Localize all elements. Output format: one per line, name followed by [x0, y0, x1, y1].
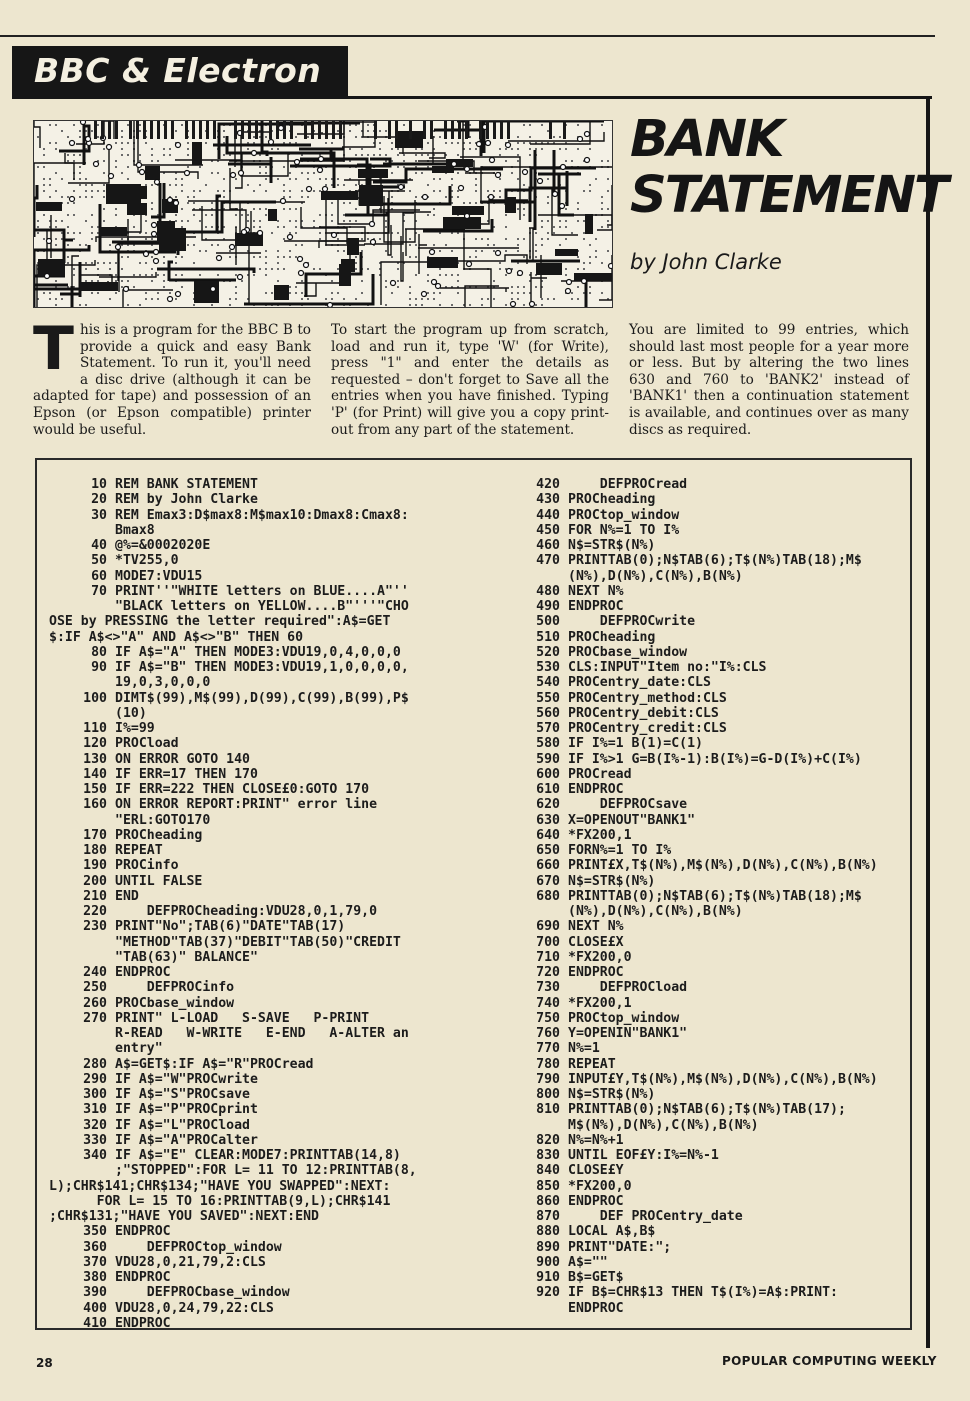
- line-number: 870: [536, 1209, 560, 1224]
- line-code: PRINT''"WHITE letters on BLUE....A"'' "BLACK letters on YELLOW....B"'''"CHO: [115, 583, 409, 614]
- listing-line: [49, 904, 479, 919]
- circuit-board-illustration: [33, 120, 613, 308]
- line-number: 310: [83, 1102, 107, 1118]
- listing-line: [502, 1255, 912, 1270]
- line-number: 350: [83, 1224, 107, 1240]
- listing-line: [49, 1133, 479, 1148]
- line-code: LOCAL A$,B$: [568, 1224, 656, 1240]
- listing-line: [502, 843, 912, 858]
- line-number: 650: [536, 843, 560, 858]
- line-code: REM by John Clarke: [115, 492, 258, 508]
- listing-line: [49, 660, 479, 691]
- line-number: 920: [536, 1285, 560, 1301]
- listing-line: [502, 584, 912, 599]
- line-code: VDU28,0,24,79,22:CLS: [115, 1300, 274, 1316]
- line-code: INPUT£Y,T$(N%),M$(N%),D(N%),C(N%),B(N%): [568, 1071, 878, 1087]
- listing-line: [49, 767, 479, 782]
- listing-line: [49, 1148, 479, 1179]
- line-code: ENDPROC: [568, 782, 624, 797]
- listing-line: [49, 691, 479, 722]
- line-code: IF A$="A" THEN MODE3:VDU19,0,4,0,0,0: [115, 644, 401, 660]
- title-line-2: STATEMENT: [630, 166, 947, 225]
- line-code: Y=OPENIN"BANK1": [568, 1026, 688, 1041]
- listing-line: [502, 980, 912, 995]
- listing-line: [502, 935, 912, 950]
- line-code: DEF PROCentry_date: [568, 1209, 743, 1224]
- line-code: UNTIL EOF£Y:I%=N%-1: [568, 1148, 719, 1163]
- listing-line: OSE by PRESSING the letter required":A$=GET $:IF A$<>"A" AND A$<>"B" THEN 60: [49, 614, 391, 645]
- listing-line: [502, 1194, 912, 1209]
- listing-line: [49, 1087, 479, 1102]
- listing-line: [49, 721, 479, 736]
- line-code: PROCtop_window: [568, 1010, 680, 1026]
- line-code: N$=STR$(N%): [568, 1087, 656, 1102]
- listing-line: [49, 874, 479, 889]
- listing-line: [502, 553, 912, 584]
- listing-line: [502, 736, 912, 751]
- line-code: ENDPROC: [568, 599, 624, 614]
- line-number: 820: [536, 1132, 560, 1148]
- line-code: FOR N%=1 TO I%: [568, 522, 680, 538]
- line-code: PROCheading: [568, 492, 656, 508]
- listing-line: [502, 828, 912, 843]
- listing-line: [502, 767, 912, 782]
- magazine-name: POPULAR COMPUTING WEEKLY: [722, 1354, 937, 1368]
- line-code: ENDPROC: [115, 1315, 171, 1331]
- line-code: CLOSE£Y: [568, 1163, 624, 1179]
- line-number: 690: [536, 919, 560, 935]
- line-number: 430: [536, 492, 560, 508]
- line-number: 670: [536, 873, 560, 889]
- line-code: DEFPROCtop_window: [115, 1239, 282, 1255]
- line-number: 80: [91, 644, 107, 660]
- listing-line: [502, 1163, 912, 1178]
- listing-line: [49, 1301, 479, 1316]
- line-number: 150: [83, 782, 107, 797]
- listing-line: [502, 889, 912, 920]
- line-code: DEFPROCbase_window: [115, 1285, 290, 1301]
- line-number: 250: [83, 980, 107, 996]
- line-code: REPEAT: [568, 1056, 616, 1072]
- line-number: 850: [536, 1178, 560, 1194]
- listing-line: [502, 858, 912, 873]
- listing-line: [502, 1133, 912, 1148]
- listing-line: [502, 614, 912, 629]
- line-number: 370: [83, 1254, 107, 1270]
- line-code: ENDPROC: [115, 1270, 171, 1285]
- listing-line: [49, 1255, 479, 1270]
- listing-line: [49, 736, 479, 751]
- line-number: 910: [536, 1270, 560, 1285]
- listing-line: [49, 1118, 479, 1133]
- line-number: 540: [536, 675, 560, 691]
- line-code: PROCbase_window: [115, 995, 235, 1011]
- listing-line: [502, 508, 912, 523]
- listing-line: [49, 1240, 479, 1255]
- right-margin-rule: [926, 98, 930, 1348]
- line-code: NEXT N%: [568, 919, 624, 935]
- listing-line: [502, 675, 912, 690]
- listing-column-right: [502, 477, 912, 1316]
- listing-line: [49, 584, 479, 615]
- line-number: 590: [536, 751, 560, 767]
- listing-line: [49, 858, 479, 873]
- line-number: 280: [83, 1056, 107, 1072]
- line-number: 260: [83, 995, 107, 1011]
- listing-line: [49, 508, 479, 539]
- listing-line: [502, 1285, 912, 1316]
- line-code: PRINT" L-LOAD S-SAVE P-PRINT R-READ W-WRITE E-END A-ALTER an entry": [115, 1010, 409, 1057]
- line-number: 510: [536, 629, 560, 645]
- listing-line: [502, 782, 912, 797]
- line-code: DEFPROCload: [568, 980, 688, 996]
- listing-line: [502, 1072, 912, 1087]
- line-number: 130: [83, 751, 107, 767]
- listing-line: [502, 706, 912, 721]
- line-code: IF ERR=222 THEN CLOSE£0:GOTO 170: [115, 782, 370, 797]
- line-number: 330: [83, 1132, 107, 1148]
- line-number: 160: [83, 797, 107, 813]
- line-number: 470: [536, 553, 560, 569]
- line-number: 880: [536, 1224, 560, 1240]
- line-number: 610: [536, 782, 560, 797]
- listing-line: [502, 538, 912, 553]
- line-number: 60: [91, 568, 107, 584]
- listing-line: [49, 538, 479, 553]
- line-code: DEFPROCsave: [568, 797, 688, 813]
- line-code: N$=STR$(N%): [568, 873, 656, 889]
- line-code: ON ERROR REPORT:PRINT" error line "ERL:GOTO170: [115, 797, 378, 828]
- listing-line: [49, 996, 479, 1011]
- line-number: 460: [536, 538, 560, 553]
- listing-line: [502, 1057, 912, 1072]
- line-code: IF A$="B" THEN MODE3:VDU19,1,0,0,0,0, 19,0,3,0,0,0: [115, 660, 409, 691]
- listing-line: [502, 1148, 912, 1163]
- line-code: PROCheading: [115, 827, 203, 843]
- line-number: 10: [91, 477, 107, 492]
- listing-line: [502, 1087, 912, 1102]
- line-number: 560: [536, 705, 560, 721]
- line-number: 300: [83, 1087, 107, 1102]
- line-number: 210: [83, 888, 107, 904]
- listing-line: [49, 782, 479, 797]
- line-number: 180: [83, 843, 107, 858]
- page-number: 28: [36, 1356, 53, 1370]
- line-number: 50: [91, 553, 107, 569]
- line-number: 710: [536, 949, 560, 965]
- listing-line: [502, 965, 912, 980]
- line-number: 270: [83, 1010, 107, 1026]
- section-rule: [12, 96, 932, 99]
- line-code: PROCread: [568, 766, 632, 782]
- line-code: X=OPENOUT"BANK1": [568, 812, 696, 828]
- listing-line: [502, 523, 912, 538]
- line-number: 630: [536, 812, 560, 828]
- article-title: [630, 110, 947, 225]
- line-code: A$="": [568, 1254, 608, 1270]
- listing-line: [49, 1011, 479, 1057]
- line-code: NEXT N%: [568, 583, 624, 599]
- line-number: 490: [536, 599, 560, 614]
- line-code: CLS:INPUT"Item no:"I%:CLS: [568, 660, 767, 675]
- listing-line: [502, 1209, 912, 1224]
- section-header: BBC & Electron: [12, 46, 348, 96]
- line-code: PROCinfo: [115, 858, 179, 874]
- line-code: PROCentry_date:CLS: [568, 675, 711, 691]
- line-number: 740: [536, 995, 560, 1011]
- listing-line: [502, 996, 912, 1011]
- listing-line: [49, 1270, 479, 1285]
- listing-line: [502, 1041, 912, 1056]
- line-number: 680: [536, 888, 560, 904]
- line-code: CLOSE£X: [568, 934, 624, 950]
- listing-line: [502, 950, 912, 965]
- line-number: 730: [536, 980, 560, 996]
- line-code: I%=99: [115, 721, 155, 736]
- line-number: 200: [83, 873, 107, 889]
- line-code: REPEAT: [115, 843, 163, 858]
- listing-line: [502, 1102, 912, 1133]
- line-number: 720: [536, 965, 560, 980]
- line-code: IF ERR=17 THEN 170: [115, 766, 258, 782]
- line-number: 780: [536, 1056, 560, 1072]
- listing-line: [502, 645, 912, 660]
- line-number: 20: [91, 492, 107, 508]
- line-code: ENDPROC: [115, 965, 171, 980]
- line-number: 810: [536, 1102, 560, 1118]
- line-number: 840: [536, 1163, 560, 1179]
- line-code: *FX200,0: [568, 1178, 632, 1194]
- line-number: 770: [536, 1041, 560, 1057]
- line-number: 100: [83, 690, 107, 706]
- listing-line: [49, 919, 479, 965]
- line-code: DEFPROCwrite: [568, 614, 696, 630]
- listing-line: [502, 660, 912, 675]
- line-number: 410: [83, 1315, 107, 1331]
- line-number: 320: [83, 1117, 107, 1133]
- intro-text-1: his is a program for the BBC B to provide a quick and easy Bank Statement. To run it, you'll need a disc drive (although it can be adapted for tape) and possession of an Epson (or Epson compatible) printer would be useful.: [33, 322, 311, 438]
- line-code: DEFPROCinfo: [115, 980, 235, 996]
- line-code: MODE7:VDU15: [115, 568, 203, 584]
- title-line-1: BANK: [630, 110, 783, 169]
- line-number: 660: [536, 858, 560, 874]
- listing-line: [502, 691, 912, 706]
- line-code: END: [115, 888, 139, 904]
- line-number: 800: [536, 1087, 560, 1102]
- intro-column-1: [33, 314, 311, 438]
- line-number: 390: [83, 1285, 107, 1301]
- line-number: 860: [536, 1193, 560, 1209]
- line-number: 760: [536, 1026, 560, 1041]
- line-number: 340: [83, 1148, 107, 1163]
- line-number: 790: [536, 1071, 560, 1087]
- line-code: IF A$="W"PROCwrite: [115, 1071, 258, 1087]
- listing-line: [49, 553, 479, 568]
- listing-line: [502, 477, 912, 492]
- drop-cap: T: [33, 314, 74, 384]
- line-number: 400: [83, 1300, 107, 1316]
- line-number: 830: [536, 1148, 560, 1163]
- line-number: 90: [91, 660, 107, 675]
- line-code: PROCentry_debit:CLS: [568, 705, 719, 721]
- line-code: IF I%=1 B(1)=C(1): [568, 736, 703, 752]
- top-rule: [0, 35, 935, 37]
- line-code: PRINTTAB(0);N$TAB(6);T$(N%)TAB(17); M$(N%),D(N%),C(N%),B(N%): [568, 1102, 846, 1133]
- line-number: 530: [536, 660, 560, 675]
- line-number: 500: [536, 614, 560, 630]
- line-number: 190: [83, 858, 107, 874]
- line-code: ENDPROC: [568, 1193, 624, 1209]
- line-code: REM Emax3:D$max8:M$max10:Dmax8:Cmax8: Bmax8: [115, 507, 409, 538]
- listing-line: [502, 1224, 912, 1239]
- listing-line: [502, 752, 912, 767]
- line-code: FORN%=1 TO I%: [568, 843, 672, 858]
- listing-line: [502, 1240, 912, 1255]
- line-number: 440: [536, 507, 560, 523]
- listing-line: [502, 721, 912, 736]
- line-number: 550: [536, 690, 560, 706]
- line-number: 700: [536, 934, 560, 950]
- line-code: A$=GET$:IF A$="R"PROCread: [115, 1056, 314, 1072]
- line-number: 360: [83, 1239, 107, 1255]
- line-number: 480: [536, 583, 560, 599]
- program-listing-box: [35, 458, 912, 1330]
- line-number: 70: [91, 583, 107, 599]
- line-code: *FX200,0: [568, 949, 632, 965]
- line-code: DEFPROCread: [568, 477, 688, 492]
- line-code: N%=N%+1: [568, 1132, 624, 1148]
- line-code: DIMT$(99),M$(99),D(99),C(99),B(99),P$ (10): [115, 690, 409, 721]
- listing-line: [502, 797, 912, 812]
- line-code: IF B$=CHR$13 THEN T$(I%)=A$:PRINT: ENDPROC: [568, 1285, 838, 1316]
- line-code: IF I%>1 G=B(I%-1):B(I%)=G-D(I%)+C(I%): [568, 751, 862, 767]
- line-number: 170: [83, 827, 107, 843]
- line-code: PROCheading: [568, 629, 656, 645]
- line-number: 230: [83, 919, 107, 935]
- line-number: 290: [83, 1071, 107, 1087]
- line-number: 570: [536, 721, 560, 736]
- line-number: 30: [91, 507, 107, 523]
- line-code: IF A$="E" CLEAR:MODE7:PRINTTAB(14,8) ;"STOPPED":FOR L= 11 TO 12:PRINTTAB(8,: [115, 1148, 417, 1179]
- line-code: *TV255,0: [115, 553, 179, 569]
- listing-line: [49, 477, 479, 492]
- listing-line: [49, 752, 479, 767]
- listing-line: [49, 980, 479, 995]
- line-code: PROCload: [115, 736, 179, 752]
- listing-line: [502, 492, 912, 507]
- line-code: PROCbase_window: [568, 644, 688, 660]
- listing-line: [502, 1179, 912, 1194]
- listing-line: L);CHR$141;CHR$134;"HAVE YOU SWAPPED":NEXT: FOR L= 15 TO 16:PRINTTAB(9,L);CHR$141 ;CHR$131;"HAVE YOU SAVED":NEXT:END: [49, 1178, 391, 1224]
- listing-line: [502, 1011, 912, 1026]
- line-number: 120: [83, 736, 107, 752]
- line-number: 380: [83, 1270, 107, 1285]
- line-number: 240: [83, 965, 107, 980]
- listing-line: [49, 569, 479, 584]
- listing-line: [502, 1270, 912, 1285]
- line-code: UNTIL FALSE: [115, 873, 203, 889]
- line-code: @%=&0002020E: [115, 538, 211, 553]
- line-code: N%=1: [568, 1041, 600, 1057]
- line-code: DEFPROCheading:VDU28,0,1,79,0: [115, 904, 378, 919]
- line-code: *FX200,1: [568, 995, 632, 1011]
- line-code: *FX200,1: [568, 827, 632, 843]
- listing-column-left: [49, 477, 479, 1331]
- listing-line: [49, 1102, 479, 1117]
- line-code: PRINTTAB(0);N$TAB(6);T$(N%)TAB(18);M$ (N%),D(N%),C(N%),B(N%): [568, 553, 862, 584]
- listing-line: [49, 1224, 479, 1239]
- byline: by John Clarke: [630, 250, 782, 274]
- line-number: 600: [536, 766, 560, 782]
- listing-line: [502, 599, 912, 614]
- listing-line: [49, 828, 479, 843]
- listing-line: [502, 630, 912, 645]
- listing-line: [49, 965, 479, 980]
- line-number: 900: [536, 1254, 560, 1270]
- line-number: 750: [536, 1010, 560, 1026]
- listing-line: [502, 919, 912, 934]
- intro-column-2: To start the program up from scratch, load and run it, type 'W' (for Write), press "1" and enter the details as requested – don't forget to Save all the entries when you have finished. Typing 'P' (for Print) will give you a copy print-out from any part of the statement.: [331, 322, 609, 438]
- listing-line: [49, 1316, 479, 1331]
- listing-line: [49, 1072, 479, 1087]
- line-number: 40: [91, 538, 107, 553]
- line-code: PRINTTAB(0);N$TAB(6);T$(N%)TAB(18);M$ (N%),D(N%),C(N%),B(N%): [568, 888, 862, 919]
- line-number: 580: [536, 736, 560, 752]
- listing-line: [49, 797, 479, 828]
- line-number: 140: [83, 766, 107, 782]
- line-number: 450: [536, 522, 560, 538]
- line-code: VDU28,0,21,79,2:CLS: [115, 1254, 266, 1270]
- line-code: IF A$="L"PROCload: [115, 1117, 250, 1133]
- line-code: PROCtop_window: [568, 507, 680, 523]
- line-number: 220: [83, 904, 107, 919]
- listing-line: [49, 1285, 479, 1300]
- line-number: 640: [536, 827, 560, 843]
- line-number: 420: [536, 477, 560, 492]
- line-code: IF A$="P"PROCprint: [115, 1102, 258, 1118]
- listing-line: [49, 645, 479, 660]
- line-code: ON ERROR GOTO 140: [115, 751, 250, 767]
- intro-column-3: You are limited to 99 entries, which should last most people for a year more or less. But by altering the two lines 630 and 760 to 'BANK2' instead of 'BANK1' then a continuation statement is available, and continues over as many discs as required.: [629, 322, 909, 438]
- line-code: PRINT£X,T$(N%),M$(N%),D(N%),C(N%),B(N%): [568, 858, 878, 874]
- line-code: PROCentry_credit:CLS: [568, 721, 727, 736]
- line-number: 620: [536, 797, 560, 813]
- listing-line: [49, 843, 479, 858]
- line-code: IF A$="A"PROCalter: [115, 1132, 258, 1148]
- listing-line: [502, 1026, 912, 1041]
- line-code: ENDPROC: [115, 1224, 171, 1240]
- line-code: PROCentry_method:CLS: [568, 690, 727, 706]
- line-number: 890: [536, 1239, 560, 1255]
- line-number: 520: [536, 644, 560, 660]
- line-code: IF A$="S"PROCsave: [115, 1087, 250, 1102]
- line-code: ENDPROC: [568, 965, 624, 980]
- line-code: PRINT"No";TAB(6)"DATE"TAB(17) "METHOD"TAB(37)"DEBIT"TAB(50)"CREDIT "TAB(63)" BALANCE": [115, 919, 401, 965]
- listing-line: [49, 889, 479, 904]
- listing-line: [49, 1057, 479, 1072]
- listing-line: [502, 874, 912, 889]
- line-code: N$=STR$(N%): [568, 538, 656, 553]
- line-code: PRINT"DATE:";: [568, 1239, 672, 1255]
- listing-line: [502, 813, 912, 828]
- listing-line: [49, 492, 479, 507]
- line-number: 110: [83, 721, 107, 736]
- line-code: REM BANK STATEMENT: [115, 477, 258, 492]
- line-code: B$=GET$: [568, 1270, 624, 1285]
